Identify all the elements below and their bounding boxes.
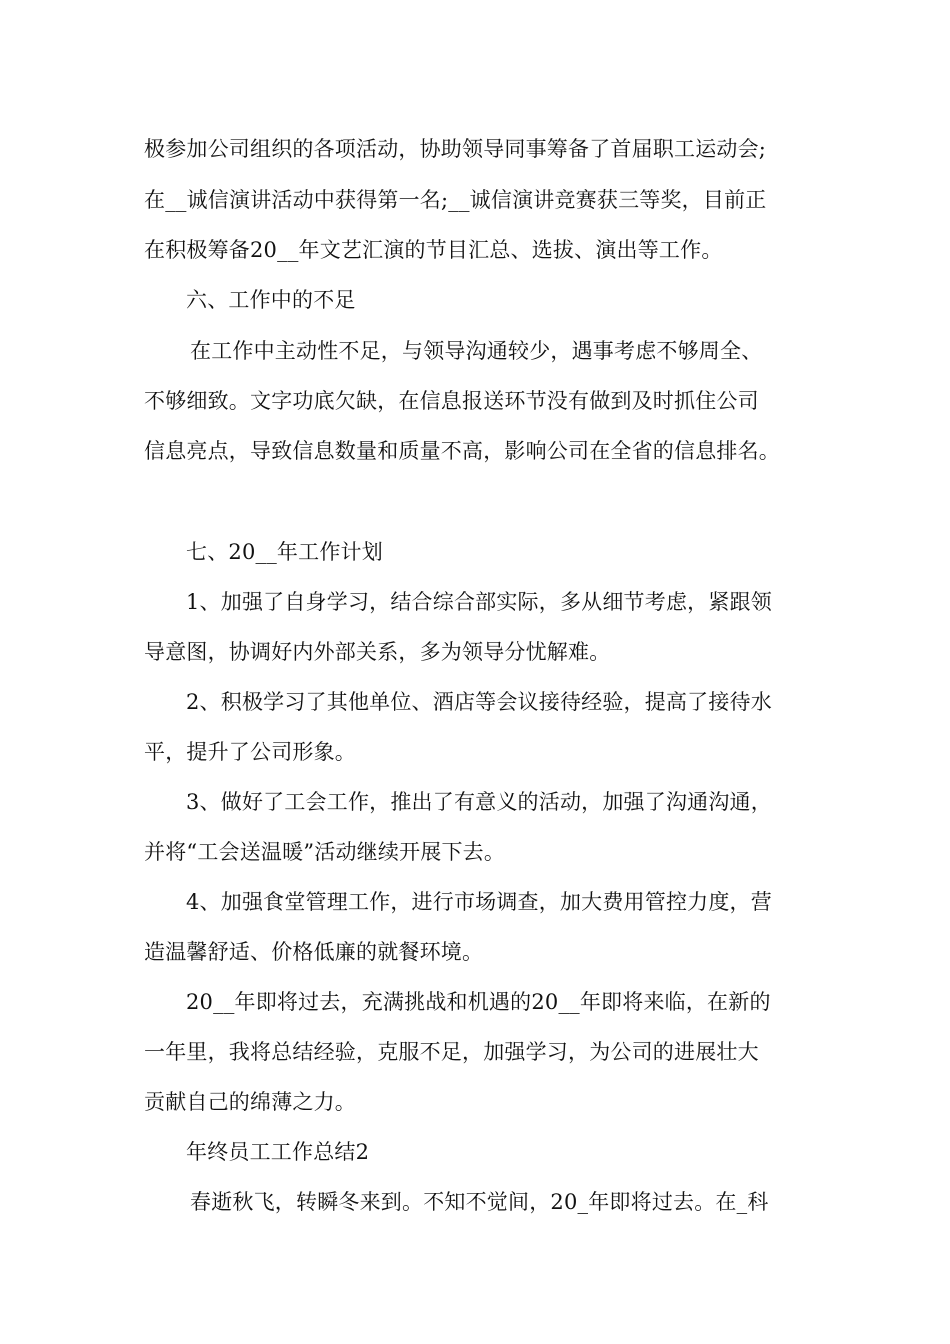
text-line: 平，提升了公司形象。 xyxy=(144,740,356,764)
section-heading: 年终员工工作总结2 xyxy=(186,1140,370,1164)
text-line: 在__诚信演讲活动中获得第一名;__诚信演讲竞赛获三等奖，目前正 xyxy=(144,188,767,212)
text-line: 20__年即将过去，充满挑战和机遇的20__年即将来临，在新的 xyxy=(186,990,771,1014)
text-line: 2、积极学习了其他单位、酒店等会议接待经验，提高了接待水 xyxy=(186,690,772,714)
text-line: 不够细致。文字功底欠缺，在信息报送环节没有做到及时抓住公司 xyxy=(144,389,759,413)
text-line: 造温馨舒适、价格低廉的就餐环境。 xyxy=(144,940,484,964)
text-line: 并将“工会送温暖”活动继续开展下去。 xyxy=(144,840,506,864)
text-line: 导意图，协调好内外部关系，多为领导分忧解难。 xyxy=(144,640,611,664)
section-heading: 六、工作中的不足 xyxy=(186,288,356,312)
text-line: 极参加公司组织的各项活动，协助领导同事筹备了首届职工运动会; xyxy=(144,137,767,161)
text-line: 在工作中主动性不足，与领导沟通较少，遇事考虑不够周全、 xyxy=(190,339,763,363)
text-line: 信息亮点，导致信息数量和质量不高，影响公司在全省的信息排名。 xyxy=(144,439,780,463)
text-line: 一年里，我将总结经验，克服不足，加强学习，为公司的进展壮大 xyxy=(144,1040,759,1064)
text-line: 在积极筹备20__年文艺汇演的节目汇总、选拔、演出等工作。 xyxy=(144,238,723,262)
text-line: 3、做好了工会工作，推出了有意义的活动，加强了沟通沟通， xyxy=(186,790,772,814)
text-line: 4、加强食堂管理工作，进行市场调查，加大费用管控力度，营 xyxy=(186,890,772,914)
text-line: 春逝秋飞，转瞬冬来到。不知不觉间，20_年即将过去。在_科 xyxy=(190,1190,769,1214)
text-line: 贡献自己的绵薄之力。 xyxy=(144,1090,356,1114)
section-heading: 七、20__年工作计划 xyxy=(186,540,383,564)
text-line: 1、加强了自身学习，结合综合部实际，多从细节考虑，紧跟领 xyxy=(186,590,772,614)
